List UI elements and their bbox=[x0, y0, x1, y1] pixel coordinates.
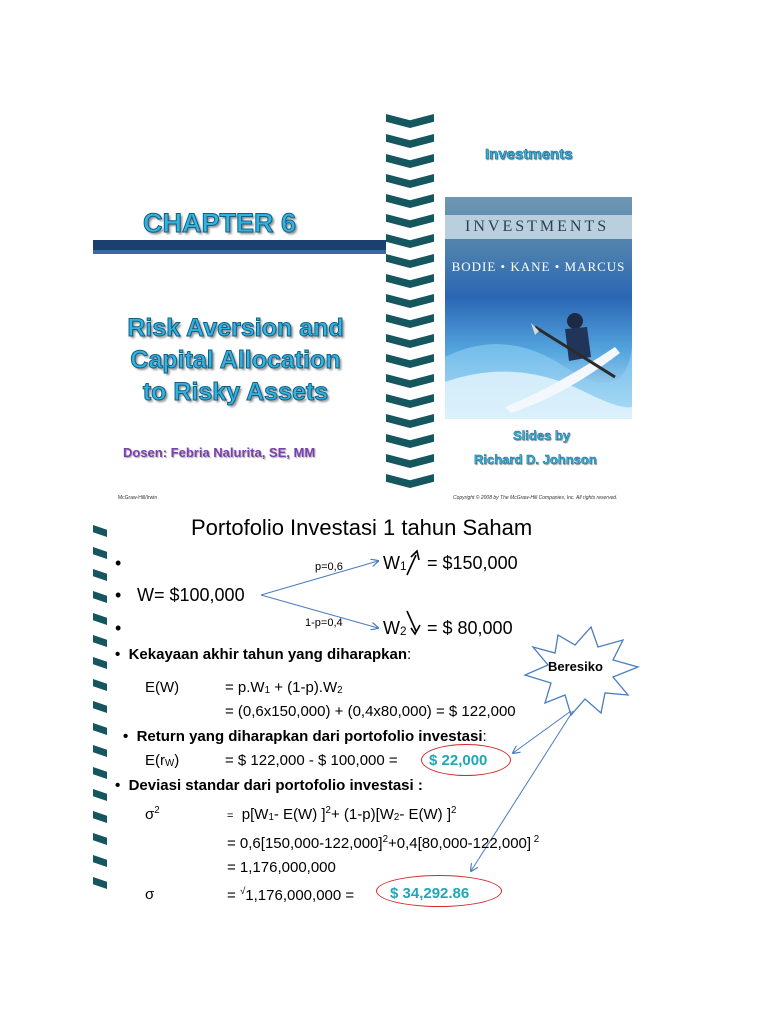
sigma-calculation: = √1,176,000,000 = bbox=[227, 886, 355, 904]
erw-calculation: = $ 122,000 - $ 100,000 = bbox=[225, 752, 398, 769]
variance-formula: = $p[W_1-$ E(W) ]$^2+ (1-p)[W_2-$ E(W) ]$^2$ bbox=[227, 805, 457, 823]
kayaker-illustration bbox=[445, 287, 632, 419]
w1-symbol: $W_1$ bbox=[383, 553, 407, 574]
book-cover-authors: BODIE • KANE • MARCUS bbox=[451, 259, 626, 274]
return-heading: • Return yang diharapkan dari portofolio investasi: bbox=[123, 728, 487, 745]
ew-calculation: = (0,6x150,000) + (0,4x80,000) = $ 122,000 bbox=[225, 703, 516, 720]
chapter-title: CHAPTER 6 bbox=[143, 208, 297, 238]
probability-up-label: p=0,6 bbox=[315, 561, 343, 573]
expected-wealth-heading: • Kekayaan akhir tahun yang diharapkan: bbox=[115, 646, 412, 663]
slides-author: Richard D. Johnson bbox=[474, 452, 597, 467]
std-dev-heading: • Deviasi standar dari portofolio investasi : bbox=[115, 777, 423, 794]
bullet-3: • bbox=[115, 618, 122, 638]
ew-label: E(W) bbox=[145, 679, 180, 696]
slide-title: Portofolio Investasi 1 tahun Saham bbox=[191, 515, 533, 540]
w1-value: = $150,000 bbox=[427, 553, 518, 573]
sigma-result: $ 34,292.86 bbox=[390, 885, 470, 902]
copyright-footer: Copyright © 2008 by The McGraw-Hill Companies, Inc. All rights reserved. bbox=[453, 495, 618, 501]
book-heading: Investments bbox=[485, 146, 573, 163]
slides-by-label: Slides by bbox=[513, 428, 571, 443]
sigma-symbol: σ bbox=[145, 886, 155, 903]
w2-symbol: $W_2$ bbox=[383, 618, 407, 639]
title-bar-accent bbox=[93, 250, 388, 254]
expected-return-result: $ 22,000 bbox=[429, 752, 488, 769]
variance-result: = 1,176,000,000 bbox=[227, 859, 336, 876]
lecturer-name: Dosen: Febria Nalurita, SE, MM bbox=[123, 445, 316, 460]
publisher-footer: McGraw-Hill/Irwin bbox=[118, 495, 158, 501]
slide-chapter-6 bbox=[93, 112, 643, 507]
risk-label: Beresiko bbox=[548, 659, 603, 674]
probability-down-label: 1-p=0,4 bbox=[305, 617, 343, 629]
book-cover-title: INVESTMENTS bbox=[445, 215, 632, 239]
book-cover-image bbox=[445, 197, 632, 419]
ew-formula: = $p.W_1 + (1-p).W_2$ bbox=[225, 679, 343, 696]
bullet-1: • bbox=[115, 553, 122, 573]
variance-symbol: $\sigma^2$ bbox=[145, 805, 160, 823]
erw-label: $E(r_W)$ bbox=[145, 752, 180, 769]
variance-calculation: = $0,6[150,000-122,000]^2+0,4[80,000-122,000]$ $^2$ bbox=[227, 834, 540, 852]
chapter-subtitle: Risk Aversion and Capital Allocation to Risky Assets bbox=[127, 314, 344, 406]
w2-value: = $ 80,000 bbox=[427, 618, 513, 638]
initial-wealth: W= $100,000 bbox=[137, 585, 245, 605]
binding-spine bbox=[386, 112, 436, 497]
slide-portfolio bbox=[93, 515, 643, 905]
bullet-2: • bbox=[115, 585, 122, 605]
